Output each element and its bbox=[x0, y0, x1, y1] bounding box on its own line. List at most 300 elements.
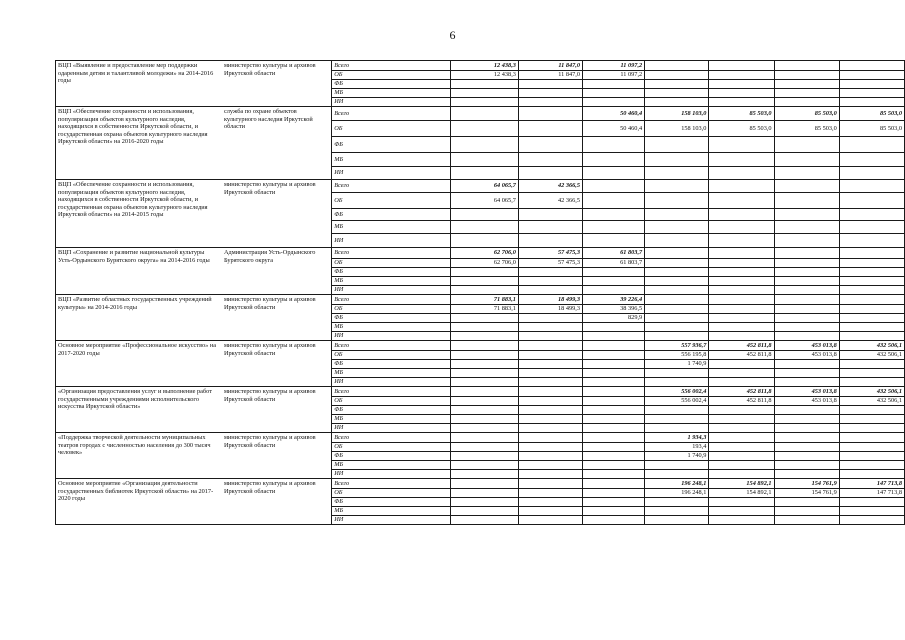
amount-cell bbox=[451, 369, 519, 378]
amount-cell bbox=[774, 378, 839, 387]
amount-cell: 196 248,1 bbox=[645, 489, 709, 498]
funding-source: Всего bbox=[332, 295, 451, 305]
amount-cell bbox=[774, 415, 839, 424]
amount-cell bbox=[774, 305, 839, 314]
amount-cell: 557 936,7 bbox=[645, 341, 709, 351]
amount-cell bbox=[839, 209, 904, 221]
amount-cell bbox=[583, 360, 645, 369]
amount-cell bbox=[645, 516, 709, 525]
amount-cell bbox=[839, 323, 904, 332]
amount-cell bbox=[451, 341, 519, 351]
amount-cell bbox=[839, 234, 904, 248]
amount-cell bbox=[709, 443, 774, 452]
funding-source: Всего bbox=[332, 341, 451, 351]
amount-cell bbox=[583, 167, 645, 180]
amount-cell bbox=[709, 433, 774, 443]
amount-cell bbox=[645, 470, 709, 479]
amount-cell bbox=[709, 415, 774, 424]
amount-cell bbox=[774, 360, 839, 369]
amount-cell bbox=[645, 286, 709, 295]
funding-source: Всего bbox=[332, 433, 451, 443]
funding-source: ФБ bbox=[332, 406, 451, 415]
amount-cell bbox=[583, 498, 645, 507]
amount-cell bbox=[518, 470, 582, 479]
funding-source: ОБ bbox=[332, 443, 451, 452]
amount-cell bbox=[839, 498, 904, 507]
amount-cell bbox=[518, 406, 582, 415]
amount-cell bbox=[451, 424, 519, 433]
funding-source: ИИ bbox=[332, 516, 451, 525]
amount-cell bbox=[451, 360, 519, 369]
program-name: Основное мероприятие «Профессиональное искусство» на 2017-2020 годы bbox=[56, 341, 222, 387]
amount-cell bbox=[645, 209, 709, 221]
amount-cell bbox=[774, 452, 839, 461]
amount-cell: 1 740,9 bbox=[645, 452, 709, 461]
amount-cell bbox=[645, 268, 709, 277]
amount-cell bbox=[774, 71, 839, 80]
amount-cell bbox=[645, 137, 709, 153]
amount-cell bbox=[645, 153, 709, 167]
amount-cell bbox=[518, 107, 582, 121]
amount-cell bbox=[518, 452, 582, 461]
amount-cell bbox=[839, 248, 904, 259]
program-name: ВЦП «Обеспечение сохранности и использования, популяризация объектов культурного наследия, находящихся в собственности Иркутской области, и государственная охрана объектов культурного наследия Иркутской области» на 2014-2015 годы bbox=[56, 180, 222, 248]
amount-cell bbox=[709, 323, 774, 332]
amount-cell: 453 013,8 bbox=[774, 341, 839, 351]
amount-cell: 147 713,8 bbox=[839, 489, 904, 498]
amount-cell bbox=[518, 209, 582, 221]
amount-cell bbox=[451, 452, 519, 461]
amount-cell: 38 396,5 bbox=[583, 305, 645, 314]
amount-cell bbox=[583, 209, 645, 221]
amount-cell bbox=[645, 167, 709, 180]
amount-cell bbox=[839, 433, 904, 443]
amount-cell bbox=[774, 98, 839, 107]
amount-cell bbox=[451, 479, 519, 489]
amount-cell bbox=[839, 277, 904, 286]
amount-cell: 556 002,4 bbox=[645, 387, 709, 397]
amount-cell bbox=[839, 406, 904, 415]
amount-cell bbox=[839, 295, 904, 305]
amount-cell bbox=[774, 470, 839, 479]
amount-cell: 154 761,9 bbox=[774, 489, 839, 498]
amount-cell bbox=[451, 323, 519, 332]
executor-name: министерство культуры и архивов Иркутской области bbox=[222, 433, 332, 479]
amount-cell bbox=[774, 516, 839, 525]
amount-cell bbox=[709, 295, 774, 305]
funding-source: Всего bbox=[332, 387, 451, 397]
amount-cell bbox=[583, 89, 645, 98]
amount-cell bbox=[645, 295, 709, 305]
funding-source: ИИ bbox=[332, 167, 451, 180]
funding-source: ФБ bbox=[332, 452, 451, 461]
amount-cell bbox=[451, 351, 519, 360]
amount-cell bbox=[839, 305, 904, 314]
amount-cell bbox=[839, 137, 904, 153]
amount-cell bbox=[518, 424, 582, 433]
amount-cell: 85 503,0 bbox=[709, 107, 774, 121]
funding-source: ОБ bbox=[332, 121, 451, 137]
amount-cell bbox=[709, 332, 774, 341]
table-row bbox=[56, 295, 905, 305]
amount-cell bbox=[583, 193, 645, 209]
program-name: ВЦП «Сохранение и развитие национальной культуры Усть-Ордынского Бурятского округа» на 2014-2016 годы bbox=[56, 248, 222, 295]
amount-cell bbox=[709, 167, 774, 180]
amount-cell bbox=[518, 323, 582, 332]
amount-cell bbox=[645, 424, 709, 433]
amount-cell bbox=[839, 461, 904, 470]
amount-cell bbox=[583, 180, 645, 193]
amount-cell bbox=[451, 470, 519, 479]
amount-cell bbox=[774, 234, 839, 248]
amount-cell bbox=[645, 193, 709, 209]
funding-source: МБ bbox=[332, 89, 451, 98]
executor-name: министерство культуры и архивов Иркутской области bbox=[222, 387, 332, 433]
amount-cell bbox=[451, 80, 519, 89]
amount-cell bbox=[774, 369, 839, 378]
amount-cell bbox=[709, 406, 774, 415]
amount-cell: 11 847,0 bbox=[518, 61, 582, 71]
amount-cell bbox=[518, 221, 582, 234]
amount-cell bbox=[774, 268, 839, 277]
amount-cell bbox=[774, 209, 839, 221]
amount-cell: 1 740,9 bbox=[645, 360, 709, 369]
amount-cell: 829,9 bbox=[583, 314, 645, 323]
funding-source: МБ bbox=[332, 507, 451, 516]
amount-cell bbox=[709, 498, 774, 507]
amount-cell bbox=[839, 452, 904, 461]
amount-cell bbox=[518, 153, 582, 167]
funding-source: ОБ bbox=[332, 71, 451, 80]
funding-source: ФБ bbox=[332, 314, 451, 323]
amount-cell bbox=[518, 89, 582, 98]
amount-cell: 50 460,4 bbox=[583, 107, 645, 121]
executor-name: служба по охране объектов культурного наследия Иркутской области bbox=[222, 107, 332, 180]
executor-name: Администрация Усть-Ордынского Бурятского округа bbox=[222, 248, 332, 295]
amount-cell bbox=[583, 507, 645, 516]
amount-cell bbox=[518, 369, 582, 378]
amount-cell bbox=[839, 443, 904, 452]
amount-cell bbox=[709, 277, 774, 286]
amount-cell bbox=[645, 507, 709, 516]
amount-cell bbox=[451, 516, 519, 525]
funding-source: ИИ bbox=[332, 98, 451, 107]
amount-cell bbox=[583, 415, 645, 424]
program-name: ВЦП «Обеспечение сохранности и использования, популяризация объектов культурного наследия, находящихся в собственности Иркутской области, и государственная охрана объектов культурного наследия Иркутской области» на 2016-2020 годы bbox=[56, 107, 222, 180]
amount-cell bbox=[518, 415, 582, 424]
amount-cell bbox=[709, 221, 774, 234]
amount-cell bbox=[774, 248, 839, 259]
amount-cell: 71 883,1 bbox=[451, 305, 519, 314]
amount-cell bbox=[645, 415, 709, 424]
amount-cell: 42 366,5 bbox=[518, 193, 582, 209]
funding-source: ИИ bbox=[332, 234, 451, 248]
amount-cell bbox=[709, 61, 774, 71]
amount-cell bbox=[839, 180, 904, 193]
amount-cell bbox=[774, 137, 839, 153]
funding-source: ИИ bbox=[332, 424, 451, 433]
amount-cell bbox=[451, 443, 519, 452]
amount-cell bbox=[518, 387, 582, 397]
amount-cell bbox=[774, 277, 839, 286]
amount-cell bbox=[583, 433, 645, 443]
amount-cell bbox=[518, 378, 582, 387]
amount-cell bbox=[583, 424, 645, 433]
amount-cell bbox=[709, 305, 774, 314]
amount-cell bbox=[645, 259, 709, 268]
program-name: ВЦП «Развитие областных государственных учреждений культуры» на 2014-2016 годы bbox=[56, 295, 222, 341]
amount-cell bbox=[451, 415, 519, 424]
amount-cell: 61 803,7 bbox=[583, 248, 645, 259]
amount-cell: 453 013,8 bbox=[774, 351, 839, 360]
amount-cell: 85 503,0 bbox=[839, 121, 904, 137]
amount-cell: 432 506,1 bbox=[839, 341, 904, 351]
amount-cell bbox=[709, 516, 774, 525]
amount-cell: 432 506,1 bbox=[839, 351, 904, 360]
amount-cell bbox=[451, 507, 519, 516]
amount-cell: 50 460,4 bbox=[583, 121, 645, 137]
amount-cell bbox=[518, 360, 582, 369]
funding-source: ИИ bbox=[332, 378, 451, 387]
funding-source: Всего bbox=[332, 180, 451, 193]
page-number: 6 bbox=[449, 28, 456, 42]
executor-name: министерство культуры и архивов Иркутской области bbox=[222, 61, 332, 107]
amount-cell bbox=[451, 221, 519, 234]
amount-cell bbox=[645, 314, 709, 323]
amount-cell bbox=[774, 286, 839, 295]
amount-cell: 12 438,3 bbox=[451, 61, 519, 71]
amount-cell bbox=[451, 397, 519, 406]
amount-cell: 452 811,8 bbox=[709, 341, 774, 351]
amount-cell bbox=[709, 461, 774, 470]
amount-cell: 18 499,3 bbox=[518, 305, 582, 314]
amount-cell bbox=[839, 259, 904, 268]
funding-source: Всего bbox=[332, 107, 451, 121]
amount-cell bbox=[709, 89, 774, 98]
amount-cell: 85 503,0 bbox=[709, 121, 774, 137]
table-row bbox=[56, 341, 905, 351]
amount-cell bbox=[839, 98, 904, 107]
amount-cell bbox=[709, 424, 774, 433]
amount-cell bbox=[645, 234, 709, 248]
amount-cell bbox=[583, 341, 645, 351]
amount-cell bbox=[518, 433, 582, 443]
funding-source: ФБ bbox=[332, 268, 451, 277]
amount-cell: 432 506,1 bbox=[839, 387, 904, 397]
amount-cell bbox=[583, 80, 645, 89]
amount-cell bbox=[451, 286, 519, 295]
amount-cell bbox=[645, 305, 709, 314]
amount-cell bbox=[709, 369, 774, 378]
amount-cell: 453 013,8 bbox=[774, 397, 839, 406]
funding-source: МБ bbox=[332, 153, 451, 167]
executor-name: министерство культуры и архивов Иркутской области bbox=[222, 295, 332, 341]
amount-cell bbox=[645, 323, 709, 332]
amount-cell bbox=[583, 406, 645, 415]
executor-name: министерство культуры и архивов Иркутской области bbox=[222, 180, 332, 248]
amount-cell bbox=[645, 248, 709, 259]
amount-cell bbox=[839, 153, 904, 167]
program-name: «Организация предоставления услуг и выполнение работ государственными учреждениями исполнительского искусства Иркутской области» bbox=[56, 387, 222, 433]
amount-cell bbox=[583, 351, 645, 360]
amount-cell: 556 002,4 bbox=[645, 397, 709, 406]
amount-cell bbox=[645, 332, 709, 341]
program-name: Основное мероприятие «Организация деятельности государственных библиотек Иркутской области» на 2017-2020 годы bbox=[56, 479, 222, 525]
amount-cell bbox=[839, 470, 904, 479]
amount-cell: 57 475,3 bbox=[518, 259, 582, 268]
amount-cell bbox=[518, 351, 582, 360]
funding-source: Всего bbox=[332, 479, 451, 489]
amount-cell bbox=[709, 470, 774, 479]
amount-cell bbox=[583, 397, 645, 406]
amount-cell bbox=[518, 516, 582, 525]
amount-cell: 154 761,9 bbox=[774, 479, 839, 489]
table-row bbox=[56, 180, 905, 193]
amount-cell bbox=[451, 167, 519, 180]
amount-cell bbox=[583, 378, 645, 387]
amount-cell bbox=[451, 461, 519, 470]
amount-cell bbox=[774, 507, 839, 516]
amount-cell bbox=[451, 277, 519, 286]
amount-cell bbox=[709, 286, 774, 295]
amount-cell bbox=[518, 479, 582, 489]
amount-cell bbox=[518, 397, 582, 406]
funding-source: Всего bbox=[332, 61, 451, 71]
amount-cell bbox=[583, 137, 645, 153]
amount-cell bbox=[709, 193, 774, 209]
amount-cell: 154 892,1 bbox=[709, 489, 774, 498]
amount-cell: 193,4 bbox=[645, 443, 709, 452]
amount-cell bbox=[583, 221, 645, 234]
amount-cell bbox=[709, 153, 774, 167]
amount-cell bbox=[839, 221, 904, 234]
amount-cell bbox=[709, 259, 774, 268]
amount-cell bbox=[645, 498, 709, 507]
amount-cell bbox=[774, 443, 839, 452]
amount-cell: 452 811,8 bbox=[709, 387, 774, 397]
amount-cell bbox=[774, 498, 839, 507]
amount-cell bbox=[518, 167, 582, 180]
amount-cell bbox=[709, 507, 774, 516]
amount-cell bbox=[583, 470, 645, 479]
amount-cell bbox=[451, 433, 519, 443]
amount-cell bbox=[518, 98, 582, 107]
amount-cell bbox=[774, 332, 839, 341]
amount-cell bbox=[839, 507, 904, 516]
amount-cell bbox=[709, 268, 774, 277]
amount-cell bbox=[709, 360, 774, 369]
funding-source: ФБ bbox=[332, 498, 451, 507]
amount-cell: 452 811,8 bbox=[709, 351, 774, 360]
table-row bbox=[56, 479, 905, 489]
amount-cell bbox=[518, 277, 582, 286]
amount-cell bbox=[774, 167, 839, 180]
amount-cell bbox=[518, 268, 582, 277]
amount-cell: 11 097,2 bbox=[583, 71, 645, 80]
amount-cell bbox=[839, 61, 904, 71]
program-name: «Поддержка творческой деятельности муниципальных театров городах с численностью населения до 300 тысяч человек» bbox=[56, 433, 222, 479]
amount-cell bbox=[583, 268, 645, 277]
amount-cell bbox=[583, 323, 645, 332]
amount-cell bbox=[451, 89, 519, 98]
amount-cell bbox=[839, 286, 904, 295]
amount-cell: 64 065,7 bbox=[451, 193, 519, 209]
amount-cell bbox=[645, 71, 709, 80]
funding-source: ОБ bbox=[332, 397, 451, 406]
amount-cell bbox=[839, 378, 904, 387]
amount-cell bbox=[451, 406, 519, 415]
amount-cell bbox=[645, 378, 709, 387]
amount-cell bbox=[518, 80, 582, 89]
amount-cell bbox=[518, 332, 582, 341]
amount-cell bbox=[451, 234, 519, 248]
amount-cell bbox=[774, 153, 839, 167]
amount-cell bbox=[583, 286, 645, 295]
amount-cell bbox=[839, 89, 904, 98]
amount-cell bbox=[774, 259, 839, 268]
amount-cell bbox=[451, 209, 519, 221]
table-row bbox=[56, 107, 905, 121]
amount-cell bbox=[709, 234, 774, 248]
amount-cell bbox=[583, 452, 645, 461]
funding-source: ИИ bbox=[332, 470, 451, 479]
amount-cell: 85 503,0 bbox=[839, 107, 904, 121]
amount-cell bbox=[709, 314, 774, 323]
amount-cell bbox=[839, 424, 904, 433]
amount-cell bbox=[451, 107, 519, 121]
amount-cell bbox=[774, 193, 839, 209]
amount-cell bbox=[839, 369, 904, 378]
amount-cell bbox=[774, 295, 839, 305]
amount-cell: 158 103,0 bbox=[645, 121, 709, 137]
amount-cell bbox=[451, 137, 519, 153]
amount-cell bbox=[709, 80, 774, 89]
funding-source: ФБ bbox=[332, 80, 451, 89]
amount-cell: 57 475,3 bbox=[518, 248, 582, 259]
amount-cell: 11 097,2 bbox=[583, 61, 645, 71]
amount-cell bbox=[645, 461, 709, 470]
amount-cell bbox=[518, 461, 582, 470]
amount-cell bbox=[645, 61, 709, 71]
amount-cell bbox=[518, 507, 582, 516]
amount-cell bbox=[709, 209, 774, 221]
funding-source: ФБ bbox=[332, 137, 451, 153]
amount-cell bbox=[839, 415, 904, 424]
amount-cell: 18 499,3 bbox=[518, 295, 582, 305]
funding-source: ИИ bbox=[332, 286, 451, 295]
amount-cell bbox=[709, 378, 774, 387]
table-row bbox=[56, 433, 905, 443]
amount-cell: 61 803,7 bbox=[583, 259, 645, 268]
funding-source: ФБ bbox=[332, 360, 451, 369]
funding-source: МБ bbox=[332, 323, 451, 332]
amount-cell bbox=[709, 137, 774, 153]
amount-cell bbox=[451, 268, 519, 277]
amount-cell bbox=[583, 98, 645, 107]
amount-cell bbox=[774, 314, 839, 323]
amount-cell: 147 713,8 bbox=[839, 479, 904, 489]
amount-cell bbox=[774, 406, 839, 415]
amount-cell bbox=[583, 234, 645, 248]
amount-cell bbox=[839, 360, 904, 369]
amount-cell bbox=[518, 137, 582, 153]
amount-cell bbox=[839, 193, 904, 209]
amount-cell bbox=[839, 80, 904, 89]
amount-cell bbox=[709, 98, 774, 107]
funding-source: МБ bbox=[332, 277, 451, 286]
amount-cell bbox=[645, 80, 709, 89]
amount-cell bbox=[518, 498, 582, 507]
